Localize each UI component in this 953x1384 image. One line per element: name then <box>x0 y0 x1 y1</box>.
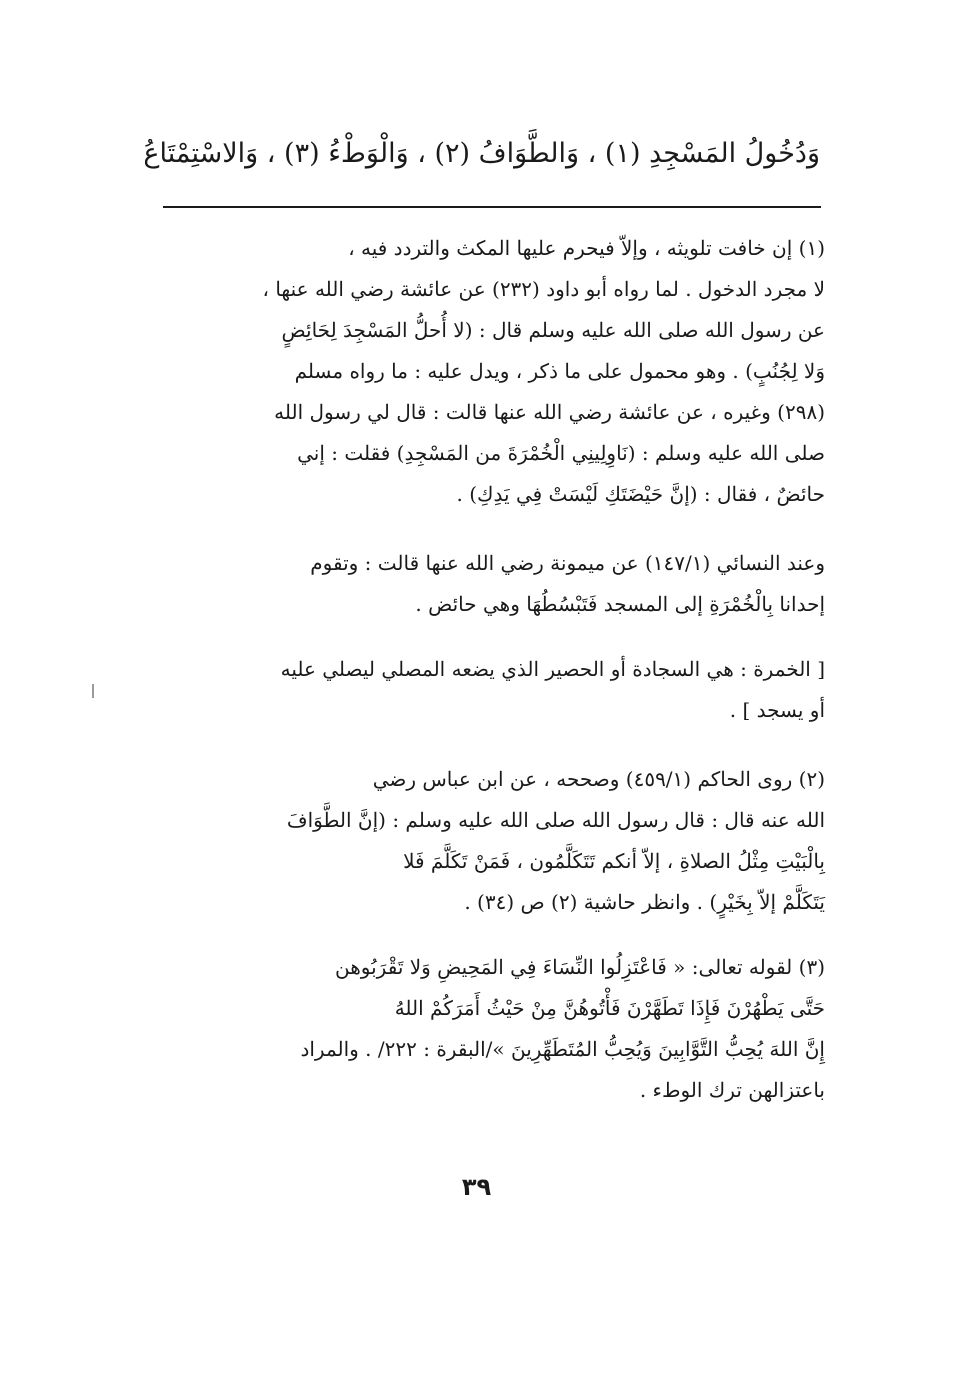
footnote-line: وعند النسائي (١٤٧/١) عن ميمونة رضي الله عنها قالت : وتقوم <box>310 551 825 575</box>
footnote-divider <box>163 206 821 208</box>
footnote-line: لا مجرد الدخول . لما رواه أبو داود (٢٣٢) عن عائشة رضي الله عنها ، <box>262 277 825 301</box>
footnote-line: أو يسجد ] . <box>729 698 825 722</box>
paragraph-gap <box>153 923 825 947</box>
footnote-line: إحدانا بِالْخُمْرَةِ إلى المسجد فَتَبْسُطُهَا وهي حائض . <box>415 592 825 616</box>
footnote-line: وَلا لِجُنُبٍ) . وهو محمول على ما ذكر ، ويدل عليه : ما رواه مسلم <box>294 359 825 383</box>
footnote-3 <box>153 947 825 1111</box>
paragraph-gap <box>153 515 825 543</box>
footnote-line: عن رسول الله صلى الله عليه وسلم قال : (لا أُحلُّ المَسْجِدَ لِحَائِضٍ <box>281 318 825 342</box>
footnotes-area <box>153 228 825 1111</box>
footnote-1-nasai <box>153 543 825 625</box>
footnote-line: [ الخمرة : هي السجادة أو الحصير الذي يضعه المصلي ليصلي عليه <box>280 657 825 681</box>
page-number: ٣٩ <box>461 1173 492 1201</box>
footnote-line: باعتزالهن ترك الوطء . <box>639 1078 825 1102</box>
footnote-line: (٢) روى الحاكم (٤٥٩/١) وصححه ، عن ابن عباس رضي <box>372 767 825 791</box>
footnote-line: صلى الله عليه وسلم : (نَاوِلِينِي الْخُمْرَةَ من المَسْجِدِ) فقلت : إني <box>297 441 825 465</box>
footnote-line: (١) إن خافت تلويثه ، وإلاّ فيحرم عليها المكث والتردد فيه ، <box>348 236 825 260</box>
footnote-line: حَتَّى يَطْهُرْنَ فَإِذَا تَطَهَّرْنَ فَأْتُوهُنَّ مِنْ حَيْثُ أَمَرَكُمْ اللهُ <box>394 996 825 1020</box>
footnote-line: يَتَكَلَّمْ إلاّ بِخَيْرٍ) . وانظر حاشية (٢) ص (٣٤) . <box>464 890 825 914</box>
paragraph-gap <box>153 731 825 759</box>
footnote-line: إِنَّ اللهَ يُحِبُّ التَّوَّابِينَ وَيُحِبُّ المُتَطَهِّرِينَ »/البقرة : ٢٢٢/ . والمراد <box>300 1037 825 1061</box>
footnote-line: (٢٩٨) وغيره ، عن عائشة رضي الله عنها قالت : قال لي رسول الله <box>274 400 825 424</box>
footnote-2 <box>153 759 825 923</box>
footnote-1 <box>153 228 825 515</box>
footnote-line: (٣) لقوله تعالى: « فَاعْتَزِلُوا النِّسَاءَ فِي المَحِيضِ وَلا تَقْرَبُوهن <box>335 955 825 979</box>
main-text-line: وَدُخُولُ المَسْجِدِ (١) ، وَالطَّوَافُ (٢) ، وَالْوَطْءُ (٣) ، وَالاسْتِمْتَاعُ <box>143 138 820 169</box>
footnote-1-gloss <box>153 649 825 731</box>
scan-margin-mark <box>92 684 94 698</box>
footnote-line: الله عنه قال : قال رسول الله صلى الله عليه وسلم : (إنَّ الطَّوَافَ <box>286 808 825 832</box>
footnote-line: حائضٌ ، فقال : (إنَّ حَيْضَتَكِ لَيْسَتْ فِي يَدِكِ) . <box>456 482 825 506</box>
paragraph-gap <box>153 625 825 649</box>
footnote-line: بِالْبَيْتِ مِثْلُ الصلاةِ ، إلاّ أنكم تَتَكَلَّمُون ، فَمَنْ تَكَلَّمَ فَلا <box>403 849 825 873</box>
